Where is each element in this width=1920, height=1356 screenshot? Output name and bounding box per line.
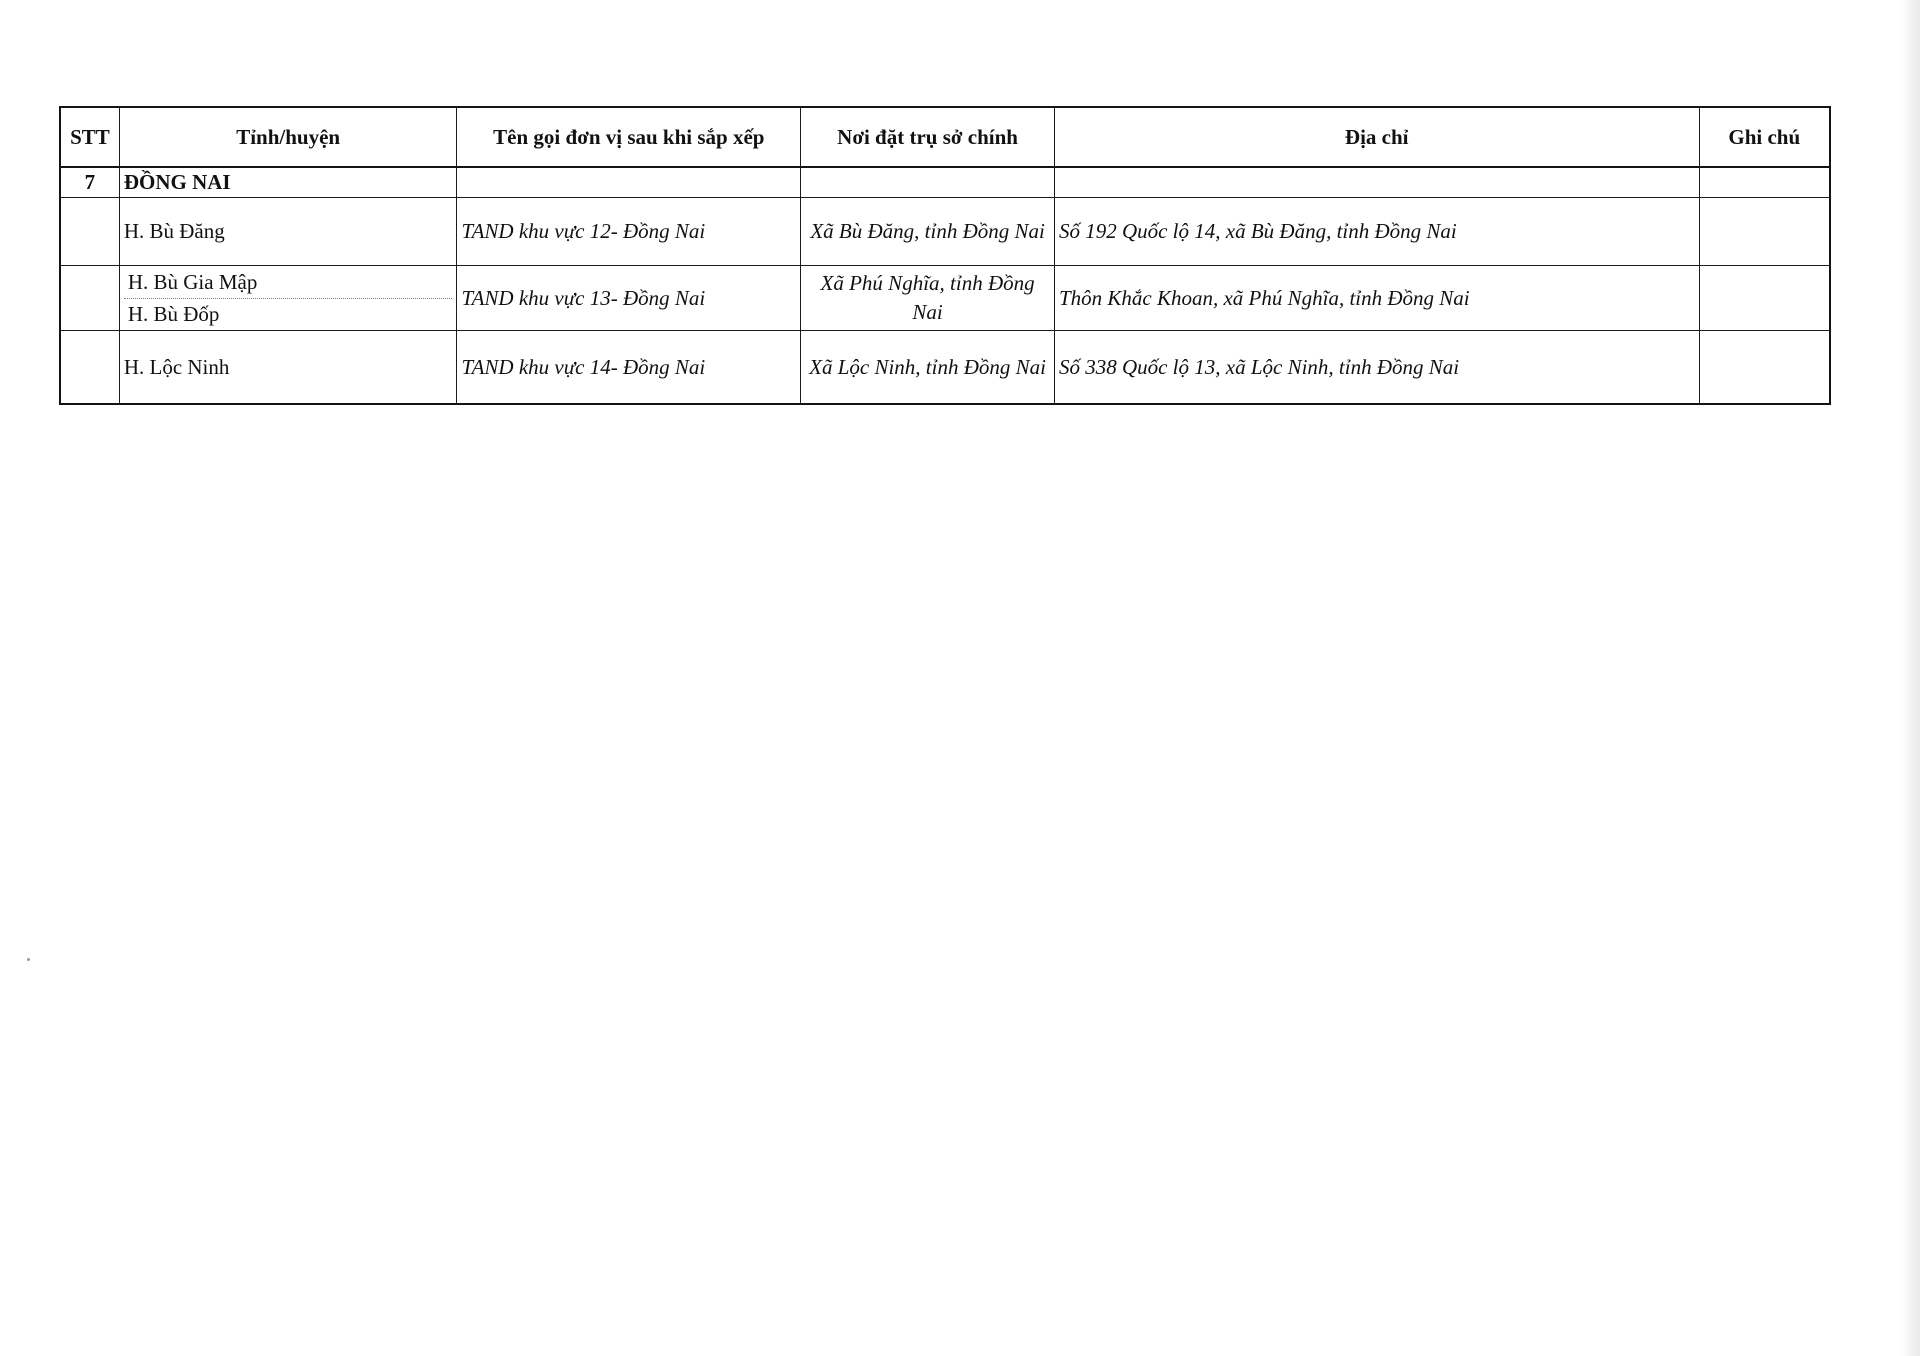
row-court-name: TAND khu vực 13- Đồng Nai: [457, 266, 801, 331]
row-unit: H. Bù Đăng: [119, 198, 457, 266]
group-empty-cell: [801, 167, 1055, 198]
row-seat: Xã Phú Nghĩa, tỉnh Đồng Nai: [801, 266, 1055, 331]
row-seat: Xã Lộc Ninh, tỉnh Đồng Nai: [801, 331, 1055, 405]
court-reorganization-table: [59, 106, 1831, 405]
header-seat: Nơi đặt trụ sở chính: [801, 107, 1055, 167]
row-note: [1699, 266, 1830, 331]
row-unit-merged: [119, 266, 457, 331]
row-stt: [60, 266, 119, 331]
header-note: Ghi chú: [1699, 107, 1830, 167]
scan-speck: [27, 958, 30, 961]
row-note: [1699, 198, 1830, 266]
group-empty-cell: [1054, 167, 1699, 198]
group-empty-cell: [1699, 167, 1830, 198]
group-empty-cell: [457, 167, 801, 198]
row-stt: [60, 331, 119, 405]
header-unit: Tỉnh/huyện: [119, 107, 457, 167]
header-stt: STT: [60, 107, 119, 167]
table-header-row: [60, 107, 1830, 167]
group-name: ĐỒNG NAI: [119, 167, 457, 198]
table-row: [60, 331, 1830, 405]
province-group-row: [60, 167, 1830, 198]
row-unit: H. Bù Đốp: [127, 301, 220, 326]
row-address: Số 338 Quốc lộ 13, xã Lộc Ninh, tỉnh Đồng Nai: [1054, 331, 1699, 405]
row-unit: H. Bù Gia Mập: [124, 267, 453, 299]
table-row: [60, 266, 1830, 331]
row-seat: Xã Bù Đăng, tỉnh Đồng Nai: [801, 198, 1055, 266]
scan-edge-shadow: [1902, 0, 1920, 1356]
header-address: Địa chỉ: [1054, 107, 1699, 167]
row-court-name: TAND khu vực 12- Đồng Nai: [457, 198, 801, 266]
group-stt: 7: [60, 167, 119, 198]
row-unit: H. Lộc Ninh: [119, 331, 457, 405]
row-address: Số 192 Quốc lộ 14, xã Bù Đăng, tỉnh Đồng Nai: [1054, 198, 1699, 266]
header-name: Tên gọi đơn vị sau khi sắp xếp: [457, 107, 801, 167]
row-court-name: TAND khu vực 14- Đồng Nai: [457, 331, 801, 405]
table-row: [60, 198, 1830, 266]
row-note: [1699, 331, 1830, 405]
row-stt: [60, 198, 119, 266]
row-address: Thôn Khắc Khoan, xã Phú Nghĩa, tỉnh Đồng Nai: [1054, 266, 1699, 331]
